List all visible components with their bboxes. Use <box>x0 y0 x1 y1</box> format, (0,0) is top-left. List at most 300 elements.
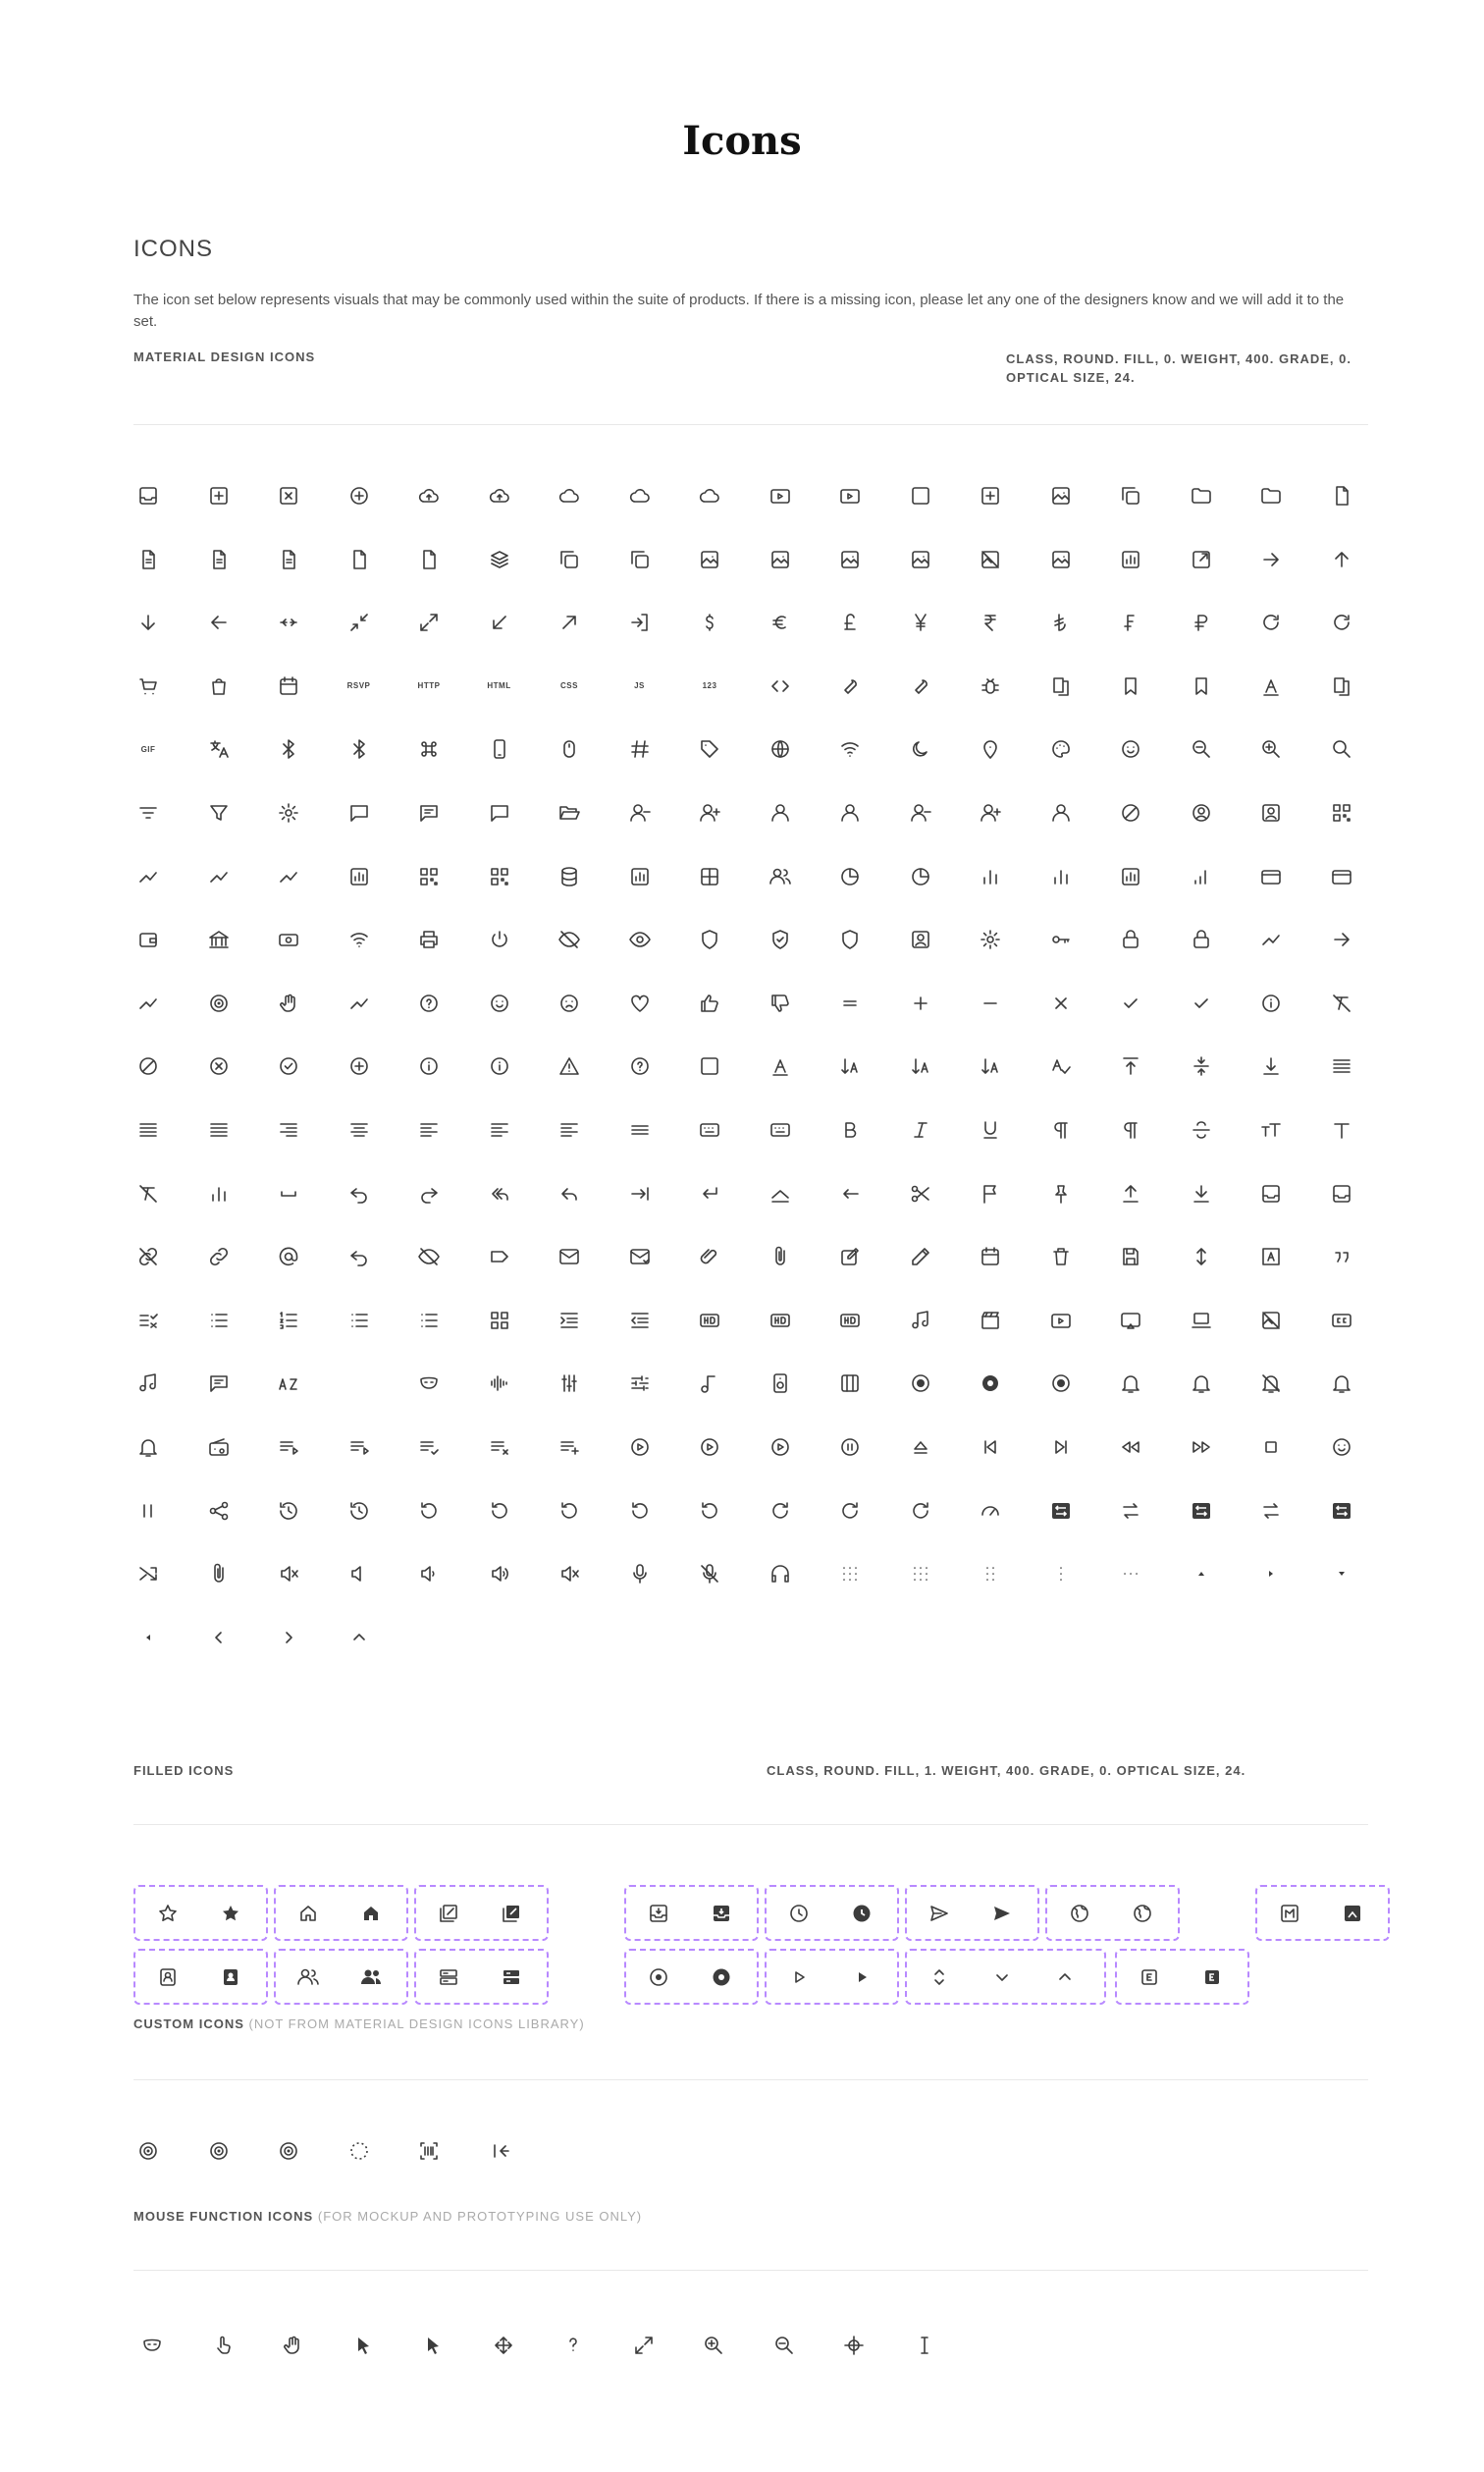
yen-icon <box>906 608 935 637</box>
html-text-icon: HTML <box>487 681 511 691</box>
chart-icon <box>344 862 374 891</box>
arrow-r-icon <box>1327 925 1356 954</box>
filled-icon-group <box>414 1885 549 1941</box>
chart-icon <box>1116 862 1145 891</box>
waveform-icon <box>485 1369 514 1398</box>
hand-pointer-icon <box>208 2331 238 2360</box>
box-plus-icon <box>204 481 234 511</box>
user-box-icon <box>1256 798 1286 828</box>
box-plus-icon <box>976 481 1005 511</box>
label-icon <box>485 1242 514 1271</box>
image-off-icon <box>1256 1306 1286 1335</box>
ff-icon <box>1187 1432 1216 1462</box>
at-icon <box>274 1242 303 1271</box>
file-icon <box>1327 481 1356 511</box>
globe-icon <box>766 734 795 764</box>
image-box-filled-icon <box>1338 1899 1367 1928</box>
share-icon <box>204 1496 234 1526</box>
user-icon <box>1046 798 1076 828</box>
replay-icon <box>414 1496 444 1526</box>
send-filled-icon <box>987 1899 1017 1928</box>
tri-u-icon <box>1187 1559 1216 1588</box>
qr-icon <box>485 862 514 891</box>
cloud-up-icon <box>414 481 444 511</box>
chat-lines-icon <box>204 1369 234 1398</box>
filled-icon-group <box>765 1885 899 1941</box>
cursor-loading-icon <box>348 2331 378 2360</box>
align-c-icon <box>344 1115 374 1145</box>
help-cursor-icon <box>558 2331 588 2360</box>
arrow-cursor-icon <box>418 2331 448 2360</box>
circ-slash-icon <box>133 1051 163 1081</box>
reel-icon-2 <box>204 2136 234 2166</box>
rupee-icon <box>976 608 1005 637</box>
smile-icon <box>1327 1432 1356 1462</box>
user-icon <box>835 798 865 828</box>
mouse-icons-label: MOUSE FUNCTION ICONS (FOR MOCKUP AND PROTOTYPING USE ONLY) <box>133 2209 643 2224</box>
pencil-icon <box>906 1242 935 1271</box>
dollar-icon <box>695 608 724 637</box>
smile-icon <box>485 989 514 1018</box>
pie-icon <box>835 862 865 891</box>
dots6-icon <box>976 1559 1005 1588</box>
equal-icon <box>835 989 865 1018</box>
align-l-icon <box>555 1115 584 1145</box>
bag-icon <box>204 672 234 701</box>
thumb-down-icon <box>766 989 795 1018</box>
rsvp-text-icon: RSVP <box>346 681 371 691</box>
box-icon <box>695 1051 724 1081</box>
filled-icon-group <box>624 1949 759 2005</box>
edit-note-icon <box>835 1242 865 1271</box>
note-icon <box>133 1369 163 1398</box>
radio-fill-icon <box>976 1369 1005 1398</box>
copy-icon <box>625 545 655 574</box>
inbox-icon <box>1256 1179 1286 1209</box>
compress-icon <box>274 608 303 637</box>
wallet-icon <box>133 925 163 954</box>
music-icon <box>695 1369 724 1398</box>
heart-icon <box>625 989 655 1018</box>
user-minus-icon <box>906 798 935 828</box>
arrow-r-icon <box>1256 545 1286 574</box>
material-icons-spec: CLASS, ROUND. FILL, 0. WEIGHT, 400. GRADE, 0. OPTICAL SIZE, 24. <box>1006 351 1352 385</box>
divider <box>133 1824 1368 1825</box>
grid-icon <box>695 862 724 891</box>
menu-icon <box>625 1115 655 1145</box>
spell-icon <box>1046 1051 1076 1081</box>
inbox-outline-icon <box>644 1899 673 1928</box>
file-lines-icon <box>133 545 163 574</box>
vol2-icon <box>485 1559 514 1588</box>
wifi-icon <box>344 925 374 954</box>
lock-icon <box>1116 925 1145 954</box>
diag-icon <box>555 608 584 637</box>
euro-icon <box>766 608 795 637</box>
move-cursor-icon <box>489 2331 518 2360</box>
wrap-text-icon <box>766 1179 795 1209</box>
circ-i-icon <box>1256 989 1286 1018</box>
bold-icon <box>835 1115 865 1145</box>
circ-i-icon <box>485 1051 514 1081</box>
folder-icon <box>1256 481 1286 511</box>
filled-icon-group <box>274 1885 408 1941</box>
circ-check-icon <box>274 1051 303 1081</box>
filled-icon-group <box>414 1949 549 2005</box>
chev-l-icon <box>204 1623 234 1652</box>
filled-icon-group <box>1255 1885 1390 1941</box>
trend-icon <box>133 862 163 891</box>
tri-l-icon <box>133 1623 163 1652</box>
inbox-filled-icon <box>707 1899 736 1928</box>
align-r-icon <box>274 1115 303 1145</box>
js-text-icon: JS <box>634 681 645 691</box>
signal-icon <box>1187 862 1216 891</box>
book-icon <box>1046 672 1076 701</box>
filled-icons-label: FILLED ICONS <box>133 1763 235 1778</box>
collapse-icon <box>344 608 374 637</box>
radio-btn-icon <box>906 1369 935 1398</box>
circ-plus-icon <box>344 481 374 511</box>
zoom-minus-icon <box>1187 734 1216 764</box>
image-icon <box>835 545 865 574</box>
text-cursor-icon <box>910 2331 939 2360</box>
laptop-icon <box>1187 1306 1216 1335</box>
check-icon <box>1187 989 1216 1018</box>
lira-icon <box>1046 608 1076 637</box>
page-title: Icons <box>682 118 802 164</box>
hd-icon <box>766 1306 795 1335</box>
dots-h-icon <box>1116 1559 1145 1588</box>
history-icon <box>344 1496 374 1526</box>
record-filled-icon <box>707 1962 736 1992</box>
explicit-filled-icon <box>1197 1962 1227 1992</box>
qr-icon <box>414 862 444 891</box>
sad-icon <box>555 989 584 1018</box>
group-filled-icon <box>356 1962 386 1992</box>
diag-d-icon <box>485 608 514 637</box>
keyboard-icon <box>695 1115 724 1145</box>
filled-box-icon <box>1187 1496 1216 1526</box>
align-l-icon <box>485 1115 514 1145</box>
users-icon <box>766 862 795 891</box>
vol-off-icon <box>555 1559 584 1588</box>
image-icon <box>695 545 724 574</box>
zoom-plus-icon <box>1256 734 1286 764</box>
list-icon <box>204 1306 234 1335</box>
circ-i-icon <box>414 1051 444 1081</box>
vol0-icon <box>344 1559 374 1588</box>
box-x-icon <box>274 481 303 511</box>
stop-icon <box>1256 1432 1286 1462</box>
contact-outline-icon <box>153 1962 183 1992</box>
pin-icon <box>976 734 1005 764</box>
v-align-b-icon <box>1256 1051 1286 1081</box>
video-icon <box>766 481 795 511</box>
filled-box-icon <box>1327 1496 1356 1526</box>
star-outline-icon <box>153 1899 183 1928</box>
filled-icon-group <box>274 1949 408 2005</box>
mic-off-icon <box>695 1559 724 1588</box>
smile-icon <box>1116 734 1145 764</box>
cloud-up-icon <box>485 481 514 511</box>
sort-a-icon <box>835 1051 865 1081</box>
calendar-icon <box>274 672 303 701</box>
section-title: ICONS <box>133 236 214 262</box>
inbox-icon <box>133 481 163 511</box>
play-circ-icon <box>625 1432 655 1462</box>
dots-v-icon <box>1046 1559 1076 1588</box>
text-a-icon <box>766 1051 795 1081</box>
unfold-icon <box>925 1962 954 1992</box>
gear-icon <box>976 925 1005 954</box>
funnel-icon <box>204 798 234 828</box>
palette-icon <box>1046 734 1076 764</box>
undo-icon <box>344 1179 374 1209</box>
align-l-icon <box>414 1115 444 1145</box>
bell-icon <box>1327 1369 1356 1398</box>
filled-box-icon <box>1046 1496 1076 1526</box>
copy-icon <box>555 545 584 574</box>
speaker-icon <box>766 1369 795 1398</box>
trend-icon <box>274 862 303 891</box>
pause-circ-icon <box>835 1432 865 1462</box>
plus-icon <box>906 989 935 1018</box>
justify-icon <box>1327 1051 1356 1081</box>
open-icon <box>1187 545 1216 574</box>
image-icon <box>906 545 935 574</box>
hd-icon <box>835 1306 865 1335</box>
css-text-icon: CSS <box>560 681 578 691</box>
thumb-up-icon <box>695 989 724 1018</box>
file-lines-icon <box>204 545 234 574</box>
swap-icon <box>1256 1496 1286 1526</box>
shield-icon <box>695 925 724 954</box>
arrow-d-icon <box>133 608 163 637</box>
replay-icon <box>485 1496 514 1526</box>
send-outline-icon <box>925 1899 954 1928</box>
attach-icon <box>695 1242 724 1271</box>
filled-icon-group <box>1115 1949 1249 2005</box>
db-icon <box>555 862 584 891</box>
chevron-down-small-icon <box>987 1962 1017 1992</box>
chat-lines-icon <box>414 798 444 828</box>
user-plus-icon <box>976 798 1005 828</box>
bluetooth-icon <box>344 734 374 764</box>
bookmark-icon <box>1187 672 1216 701</box>
bell-icon <box>1187 1369 1216 1398</box>
image-icon <box>1046 545 1076 574</box>
pointer-click-icon <box>137 2331 167 2360</box>
prev-icon <box>976 1432 1005 1462</box>
contact-filled-icon <box>216 1962 245 1992</box>
pilcrow-icon <box>1046 1115 1076 1145</box>
wrench-icon <box>835 672 865 701</box>
sliders-icon <box>625 1369 655 1398</box>
wrench-icon <box>906 672 935 701</box>
close-icon <box>1046 989 1076 1018</box>
crosshair-cursor-icon <box>839 2331 869 2360</box>
cmd-icon <box>414 734 444 764</box>
gear-icon <box>274 798 303 828</box>
file-icon <box>344 545 374 574</box>
hash-icon <box>625 734 655 764</box>
hand-icon <box>274 989 303 1018</box>
check-list-icon <box>133 1306 163 1335</box>
playlist-add-icon <box>555 1432 584 1462</box>
http-text-icon: HTTP <box>417 681 441 691</box>
undo-icon <box>344 1242 374 1271</box>
chev-u-icon <box>344 1623 374 1652</box>
download-icon <box>1187 1179 1216 1209</box>
folder-open-icon <box>555 798 584 828</box>
hd-icon <box>695 1306 724 1335</box>
video-icon <box>1046 1306 1076 1335</box>
bank-icon <box>204 925 234 954</box>
filled-icon-group <box>905 1949 1106 2005</box>
barcode-scan-icon <box>414 2136 444 2166</box>
justify-icon <box>204 1115 234 1145</box>
code-icon <box>766 672 795 701</box>
bell-off-icon <box>1256 1369 1286 1398</box>
play-circ-icon <box>695 1432 724 1462</box>
eye-icon <box>625 925 655 954</box>
image-icon <box>1046 481 1076 511</box>
radio-btn-icon <box>1046 1369 1076 1398</box>
reel-icon-3 <box>274 2136 303 2166</box>
user-box-icon <box>906 925 935 954</box>
loading-dots-icon <box>344 2136 374 2166</box>
mail-icon <box>555 1242 584 1271</box>
filled-icon-group <box>905 1885 1039 1941</box>
clock-outline-icon <box>784 1899 814 1928</box>
resize-diagonal-icon <box>629 2331 659 2360</box>
shield-icon <box>835 925 865 954</box>
chart-icon <box>1116 545 1145 574</box>
key-icon <box>1046 925 1076 954</box>
divider <box>133 2270 1368 2271</box>
qr-icon <box>1327 798 1356 828</box>
tag-icon <box>695 734 724 764</box>
ruble-icon <box>1187 608 1216 637</box>
cast-icon <box>1116 1306 1145 1335</box>
vol1-icon <box>414 1559 444 1588</box>
link-icon <box>204 1242 234 1271</box>
forward-icon <box>766 1496 795 1526</box>
list-icon <box>414 1306 444 1335</box>
filled-icon-group <box>624 1885 759 1941</box>
translate-icon <box>204 734 234 764</box>
folder-icon <box>1187 481 1216 511</box>
sort-a-icon <box>906 1051 935 1081</box>
pie-icon <box>906 862 935 891</box>
playlist-check-icon <box>414 1432 444 1462</box>
cloud-icon <box>555 481 584 511</box>
eye-off-icon <box>555 925 584 954</box>
filled-icons-spec: CLASS, ROUND. FILL, 1. WEIGHT, 400. GRADE, 0. OPTICAL SIZE, 24. <box>767 1763 1246 1778</box>
library-filled-icon <box>497 1899 526 1928</box>
clip-icon <box>204 1559 234 1588</box>
book-icon <box>1327 672 1356 701</box>
divider <box>133 424 1368 425</box>
file-icon <box>414 545 444 574</box>
playlist-icon <box>274 1432 303 1462</box>
star-filled-icon <box>216 1899 245 1928</box>
format-clear-icon <box>1327 989 1356 1018</box>
power-icon <box>485 925 514 954</box>
outdent-icon <box>625 1306 655 1335</box>
trash-icon <box>1046 1242 1076 1271</box>
replay-icon <box>555 1496 584 1526</box>
refresh-icon <box>1256 608 1286 637</box>
circ-x-icon <box>204 1051 234 1081</box>
phone-icon <box>485 734 514 764</box>
az-icon <box>274 1369 303 1398</box>
copy-icon <box>1116 481 1145 511</box>
mask-icon <box>414 1369 444 1398</box>
headset-icon <box>766 1559 795 1588</box>
file-lines-icon <box>274 545 303 574</box>
mouse-icon <box>555 734 584 764</box>
chat-icon <box>344 798 374 828</box>
clip-icon <box>766 1242 795 1271</box>
keyboard-icon <box>766 1115 795 1145</box>
dots9-icon <box>906 1559 935 1588</box>
upload-icon <box>1116 1179 1145 1209</box>
radio-icon <box>204 1432 234 1462</box>
image-box-outline-icon <box>1275 1899 1304 1928</box>
eject-icon <box>906 1432 935 1462</box>
image-icon <box>766 545 795 574</box>
material-icon-grid <box>133 481 1390 1728</box>
replay-icon <box>625 1496 655 1526</box>
material-icons-label: MATERIAL DESIGN ICONS <box>133 349 316 364</box>
reel-icon <box>204 989 234 1018</box>
redo-icon <box>414 1179 444 1209</box>
filled-icon-group <box>133 1949 268 2005</box>
v-align-t-icon <box>1116 1051 1145 1081</box>
home-filled-icon <box>356 1899 386 1928</box>
layers-icon <box>485 545 514 574</box>
text-t-icon <box>1327 1115 1356 1145</box>
globe-filled-icon <box>1128 1899 1157 1928</box>
quote-icon <box>1327 1242 1356 1271</box>
first-page-icon <box>485 2136 514 2166</box>
vol-off-icon <box>274 1559 303 1588</box>
link-off-icon <box>133 1242 163 1271</box>
section-description: The icon set below represents visuals that may be commonly used within the suite of products. If there is a missing icon, please let any one of the designers know and we will add it to the set. <box>133 292 1345 330</box>
fullscreen-icon <box>414 608 444 637</box>
grab-hand-icon <box>278 2331 307 2360</box>
user-minus-icon <box>625 798 655 828</box>
format-clear-icon <box>133 1179 163 1209</box>
calendar-icon <box>976 1242 1005 1271</box>
globe-outline-icon <box>1065 1899 1094 1928</box>
chart-icon <box>625 862 655 891</box>
explicit-outline-icon <box>1135 1962 1164 1992</box>
save-icon <box>1116 1242 1145 1271</box>
play-outline-icon <box>784 1962 814 1992</box>
inbox-icon <box>1327 1179 1356 1209</box>
warn-icon <box>555 1051 584 1081</box>
text-size-icon <box>1256 1115 1286 1145</box>
trend-icon <box>344 989 374 1018</box>
indent-icon <box>555 1306 584 1335</box>
user-circ-icon <box>1187 798 1216 828</box>
card-icon <box>1327 862 1356 891</box>
play-circ-icon <box>766 1432 795 1462</box>
apps-icon <box>485 1306 514 1335</box>
